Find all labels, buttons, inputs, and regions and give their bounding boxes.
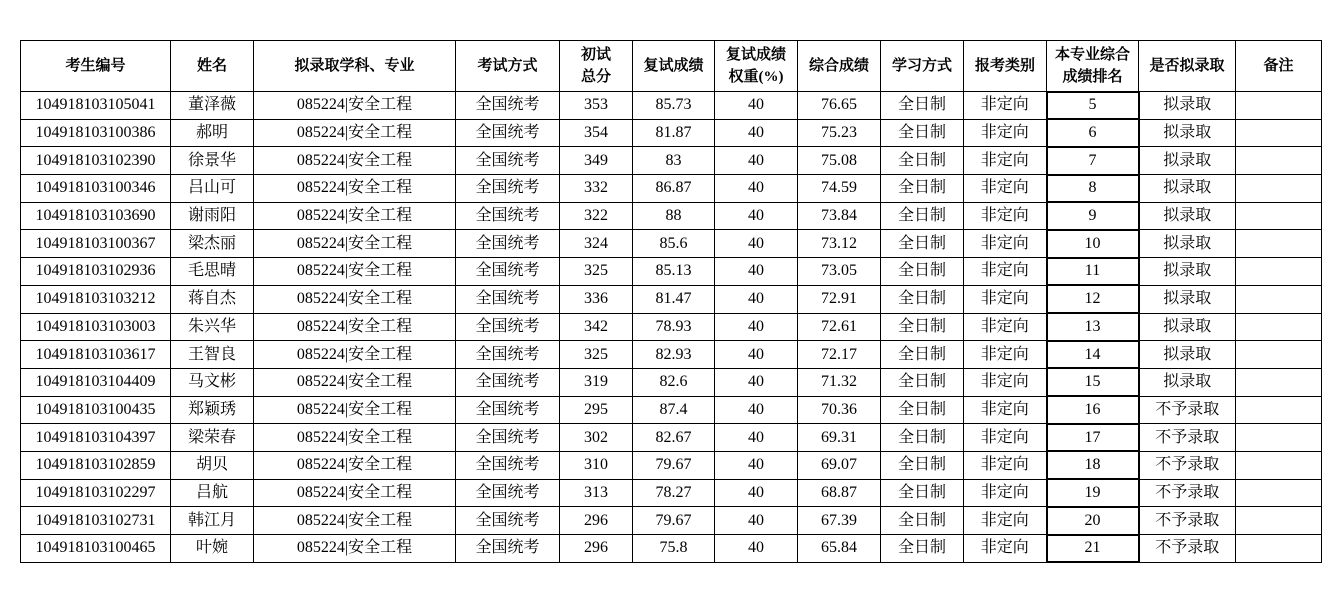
cell-initial-total: 336 [560,285,633,313]
cell-name: 郑颖琇 [171,396,254,424]
cell-study-mode: 全日制 [881,119,964,147]
table-row [21,479,1322,507]
header-exam-type: 考试方式 [456,41,560,92]
cell-study-mode: 全日制 [881,175,964,203]
cell-category: 非定向 [964,313,1047,341]
cell-retest-score: 86.87 [633,175,715,203]
cell-composite-score: 75.08 [798,147,881,175]
cell-retest-score: 85.13 [633,258,715,286]
cell-rank: 18 [1047,451,1139,479]
cell-study-mode: 全日制 [881,507,964,535]
cell-retest-score: 85.6 [633,230,715,258]
cell-remark [1236,479,1322,507]
cell-candidate-id: 104918103103212 [21,285,171,313]
cell-admission: 拟录取 [1139,313,1236,341]
cell-admission: 拟录取 [1139,202,1236,230]
cell-name: 毛思晴 [171,258,254,286]
cell-composite-score: 72.61 [798,313,881,341]
cell-admission: 拟录取 [1139,285,1236,313]
cell-exam-type: 全国统考 [456,175,560,203]
cell-exam-type: 全国统考 [456,424,560,452]
table-row [21,202,1322,230]
cell-composite-score: 71.32 [798,368,881,396]
cell-major: 085224|安全工程 [254,313,456,341]
header-admission: 是否拟录取 [1139,41,1236,92]
cell-category: 非定向 [964,479,1047,507]
cell-composite-score: 67.39 [798,507,881,535]
cell-initial-total: 313 [560,479,633,507]
cell-initial-total: 310 [560,451,633,479]
header-candidate-id: 考生编号 [21,41,171,92]
cell-candidate-id: 104918103102731 [21,507,171,535]
cell-candidate-id: 104918103102859 [21,451,171,479]
cell-major: 085224|安全工程 [254,424,456,452]
cell-major: 085224|安全工程 [254,202,456,230]
cell-exam-type: 全国统考 [456,92,560,120]
cell-admission: 不予录取 [1139,451,1236,479]
cell-remark [1236,368,1322,396]
cell-admission: 不予录取 [1139,479,1236,507]
cell-rank: 19 [1047,479,1139,507]
header-category: 报考类别 [964,41,1047,92]
cell-name: 吕航 [171,479,254,507]
cell-study-mode: 全日制 [881,202,964,230]
header-name: 姓名 [171,41,254,92]
header-study-mode: 学习方式 [881,41,964,92]
cell-composite-score: 74.59 [798,175,881,203]
cell-name: 朱兴华 [171,313,254,341]
cell-study-mode: 全日制 [881,451,964,479]
cell-composite-score: 69.31 [798,424,881,452]
header-row [21,41,1322,92]
cell-retest-score: 87.4 [633,396,715,424]
cell-study-mode: 全日制 [881,313,964,341]
cell-remark [1236,285,1322,313]
cell-initial-total: 296 [560,535,633,563]
cell-initial-total: 295 [560,396,633,424]
cell-rank: 9 [1047,202,1139,230]
table-row [21,175,1322,203]
cell-retest-weight: 40 [715,285,798,313]
cell-category: 非定向 [964,396,1047,424]
cell-retest-weight: 40 [715,396,798,424]
header-initial-total: 初试 总分 [560,41,633,92]
cell-name: 蒋自杰 [171,285,254,313]
cell-remark [1236,230,1322,258]
cell-rank: 13 [1047,313,1139,341]
cell-composite-score: 72.17 [798,341,881,369]
cell-initial-total: 319 [560,368,633,396]
cell-category: 非定向 [964,202,1047,230]
cell-admission: 拟录取 [1139,341,1236,369]
cell-retest-score: 83 [633,147,715,175]
cell-name: 梁荣春 [171,424,254,452]
table-header [21,41,1322,92]
cell-retest-weight: 40 [715,258,798,286]
cell-candidate-id: 104918103100435 [21,396,171,424]
cell-exam-type: 全国统考 [456,285,560,313]
table-row [21,451,1322,479]
cell-name: 谢雨阳 [171,202,254,230]
cell-exam-type: 全国统考 [456,507,560,535]
cell-retest-score: 78.27 [633,479,715,507]
cell-exam-type: 全国统考 [456,147,560,175]
cell-category: 非定向 [964,230,1047,258]
cell-remark [1236,535,1322,563]
cell-exam-type: 全国统考 [456,119,560,147]
table-row [21,313,1322,341]
cell-exam-type: 全国统考 [456,451,560,479]
cell-composite-score: 75.23 [798,119,881,147]
cell-major: 085224|安全工程 [254,451,456,479]
cell-name: 王智良 [171,341,254,369]
cell-admission: 拟录取 [1139,147,1236,175]
cell-study-mode: 全日制 [881,258,964,286]
cell-category: 非定向 [964,175,1047,203]
cell-remark [1236,341,1322,369]
cell-candidate-id: 104918103100386 [21,119,171,147]
cell-remark [1236,396,1322,424]
cell-retest-weight: 40 [715,479,798,507]
cell-retest-weight: 40 [715,147,798,175]
cell-exam-type: 全国统考 [456,258,560,286]
cell-retest-score: 79.67 [633,507,715,535]
admission-sheet [20,40,1322,563]
cell-remark [1236,119,1322,147]
cell-study-mode: 全日制 [881,479,964,507]
cell-candidate-id: 104918103105041 [21,92,171,120]
cell-remark [1236,92,1322,120]
cell-retest-score: 75.8 [633,535,715,563]
cell-retest-weight: 40 [715,368,798,396]
cell-candidate-id: 104918103100346 [21,175,171,203]
cell-major: 085224|安全工程 [254,341,456,369]
cell-initial-total: 296 [560,507,633,535]
cell-study-mode: 全日制 [881,535,964,563]
cell-remark [1236,147,1322,175]
cell-retest-weight: 40 [715,341,798,369]
cell-rank: 17 [1047,424,1139,452]
cell-study-mode: 全日制 [881,424,964,452]
cell-exam-type: 全国统考 [456,341,560,369]
table-row [21,285,1322,313]
cell-category: 非定向 [964,424,1047,452]
cell-composite-score: 73.12 [798,230,881,258]
cell-candidate-id: 104918103103617 [21,341,171,369]
cell-initial-total: 322 [560,202,633,230]
cell-retest-score: 82.67 [633,424,715,452]
cell-major: 085224|安全工程 [254,285,456,313]
cell-retest-weight: 40 [715,202,798,230]
cell-candidate-id: 104918103102297 [21,479,171,507]
cell-candidate-id: 104918103104397 [21,424,171,452]
cell-remark [1236,175,1322,203]
cell-candidate-id: 104918103103690 [21,202,171,230]
table-row [21,147,1322,175]
cell-name: 叶婉 [171,535,254,563]
cell-name: 韩江月 [171,507,254,535]
header-major: 拟录取学科、专业 [254,41,456,92]
table-row [21,341,1322,369]
cell-retest-score: 85.73 [633,92,715,120]
cell-initial-total: 332 [560,175,633,203]
cell-admission: 不予录取 [1139,507,1236,535]
cell-category: 非定向 [964,285,1047,313]
cell-admission: 不予录取 [1139,535,1236,563]
cell-rank: 11 [1047,258,1139,286]
table-row [21,535,1322,563]
cell-study-mode: 全日制 [881,396,964,424]
cell-rank: 14 [1047,341,1139,369]
cell-admission: 拟录取 [1139,119,1236,147]
cell-rank: 20 [1047,507,1139,535]
header-rank: 本专业综合 成绩排名 [1047,41,1139,92]
cell-initial-total: 353 [560,92,633,120]
cell-major: 085224|安全工程 [254,92,456,120]
cell-major: 085224|安全工程 [254,119,456,147]
header-remark: 备注 [1236,41,1322,92]
cell-retest-score: 81.87 [633,119,715,147]
cell-rank: 8 [1047,175,1139,203]
cell-category: 非定向 [964,258,1047,286]
cell-retest-weight: 40 [715,424,798,452]
cell-study-mode: 全日制 [881,147,964,175]
table-body [21,92,1322,563]
cell-composite-score: 65.84 [798,535,881,563]
cell-retest-weight: 40 [715,230,798,258]
admission-table [20,40,1322,563]
cell-name: 吕山可 [171,175,254,203]
cell-major: 085224|安全工程 [254,147,456,175]
cell-name: 郝明 [171,119,254,147]
cell-remark [1236,258,1322,286]
cell-composite-score: 76.65 [798,92,881,120]
cell-admission: 拟录取 [1139,92,1236,120]
cell-retest-score: 88 [633,202,715,230]
cell-major: 085224|安全工程 [254,479,456,507]
header-retest-score: 复试成绩 [633,41,715,92]
cell-composite-score: 72.91 [798,285,881,313]
cell-remark [1236,507,1322,535]
cell-category: 非定向 [964,119,1047,147]
cell-category: 非定向 [964,535,1047,563]
cell-remark [1236,424,1322,452]
cell-initial-total: 325 [560,258,633,286]
cell-rank: 21 [1047,535,1139,563]
cell-exam-type: 全国统考 [456,202,560,230]
cell-composite-score: 73.84 [798,202,881,230]
cell-category: 非定向 [964,368,1047,396]
cell-retest-weight: 40 [715,119,798,147]
table-row [21,424,1322,452]
cell-major: 085224|安全工程 [254,535,456,563]
cell-initial-total: 349 [560,147,633,175]
cell-study-mode: 全日制 [881,230,964,258]
cell-category: 非定向 [964,341,1047,369]
cell-exam-type: 全国统考 [456,479,560,507]
cell-retest-score: 82.6 [633,368,715,396]
cell-name: 董泽薇 [171,92,254,120]
cell-name: 马文彬 [171,368,254,396]
cell-admission: 拟录取 [1139,230,1236,258]
cell-name: 胡贝 [171,451,254,479]
cell-rank: 12 [1047,285,1139,313]
header-retest-weight: 复试成绩 权重(%) [715,41,798,92]
cell-remark [1236,313,1322,341]
cell-major: 085224|安全工程 [254,396,456,424]
cell-retest-weight: 40 [715,313,798,341]
cell-candidate-id: 104918103102390 [21,147,171,175]
cell-admission: 拟录取 [1139,175,1236,203]
cell-candidate-id: 104918103100465 [21,535,171,563]
cell-candidate-id: 104918103104409 [21,368,171,396]
table-row [21,230,1322,258]
table-row [21,258,1322,286]
table-row [21,92,1322,120]
cell-retest-weight: 40 [715,175,798,203]
cell-category: 非定向 [964,92,1047,120]
cell-retest-score: 81.47 [633,285,715,313]
cell-exam-type: 全国统考 [456,313,560,341]
cell-category: 非定向 [964,451,1047,479]
cell-exam-type: 全国统考 [456,368,560,396]
cell-remark [1236,202,1322,230]
cell-study-mode: 全日制 [881,368,964,396]
cell-retest-score: 79.67 [633,451,715,479]
cell-admission: 拟录取 [1139,368,1236,396]
cell-initial-total: 342 [560,313,633,341]
cell-major: 085224|安全工程 [254,175,456,203]
cell-rank: 6 [1047,119,1139,147]
cell-initial-total: 325 [560,341,633,369]
cell-retest-weight: 40 [715,92,798,120]
cell-retest-weight: 40 [715,451,798,479]
cell-category: 非定向 [964,507,1047,535]
cell-retest-score: 82.93 [633,341,715,369]
cell-admission: 不予录取 [1139,396,1236,424]
cell-category: 非定向 [964,147,1047,175]
cell-name: 徐景华 [171,147,254,175]
cell-retest-weight: 40 [715,507,798,535]
cell-major: 085224|安全工程 [254,230,456,258]
cell-rank: 16 [1047,396,1139,424]
cell-major: 085224|安全工程 [254,507,456,535]
cell-name: 梁杰丽 [171,230,254,258]
cell-composite-score: 70.36 [798,396,881,424]
cell-admission: 拟录取 [1139,258,1236,286]
cell-exam-type: 全国统考 [456,396,560,424]
cell-composite-score: 73.05 [798,258,881,286]
cell-exam-type: 全国统考 [456,535,560,563]
cell-admission: 不予录取 [1139,424,1236,452]
cell-study-mode: 全日制 [881,341,964,369]
cell-candidate-id: 104918103102936 [21,258,171,286]
table-row [21,119,1322,147]
cell-rank: 5 [1047,92,1139,120]
cell-study-mode: 全日制 [881,285,964,313]
cell-remark [1236,451,1322,479]
cell-initial-total: 302 [560,424,633,452]
header-composite-score: 综合成绩 [798,41,881,92]
cell-initial-total: 354 [560,119,633,147]
cell-rank: 7 [1047,147,1139,175]
cell-rank: 15 [1047,368,1139,396]
cell-exam-type: 全国统考 [456,230,560,258]
cell-candidate-id: 104918103103003 [21,313,171,341]
table-row [21,368,1322,396]
cell-retest-score: 78.93 [633,313,715,341]
cell-candidate-id: 104918103100367 [21,230,171,258]
cell-rank: 10 [1047,230,1139,258]
cell-composite-score: 68.87 [798,479,881,507]
cell-initial-total: 324 [560,230,633,258]
cell-study-mode: 全日制 [881,92,964,120]
cell-retest-weight: 40 [715,535,798,563]
table-row [21,507,1322,535]
cell-major: 085224|安全工程 [254,258,456,286]
cell-composite-score: 69.07 [798,451,881,479]
cell-major: 085224|安全工程 [254,368,456,396]
table-row [21,396,1322,424]
